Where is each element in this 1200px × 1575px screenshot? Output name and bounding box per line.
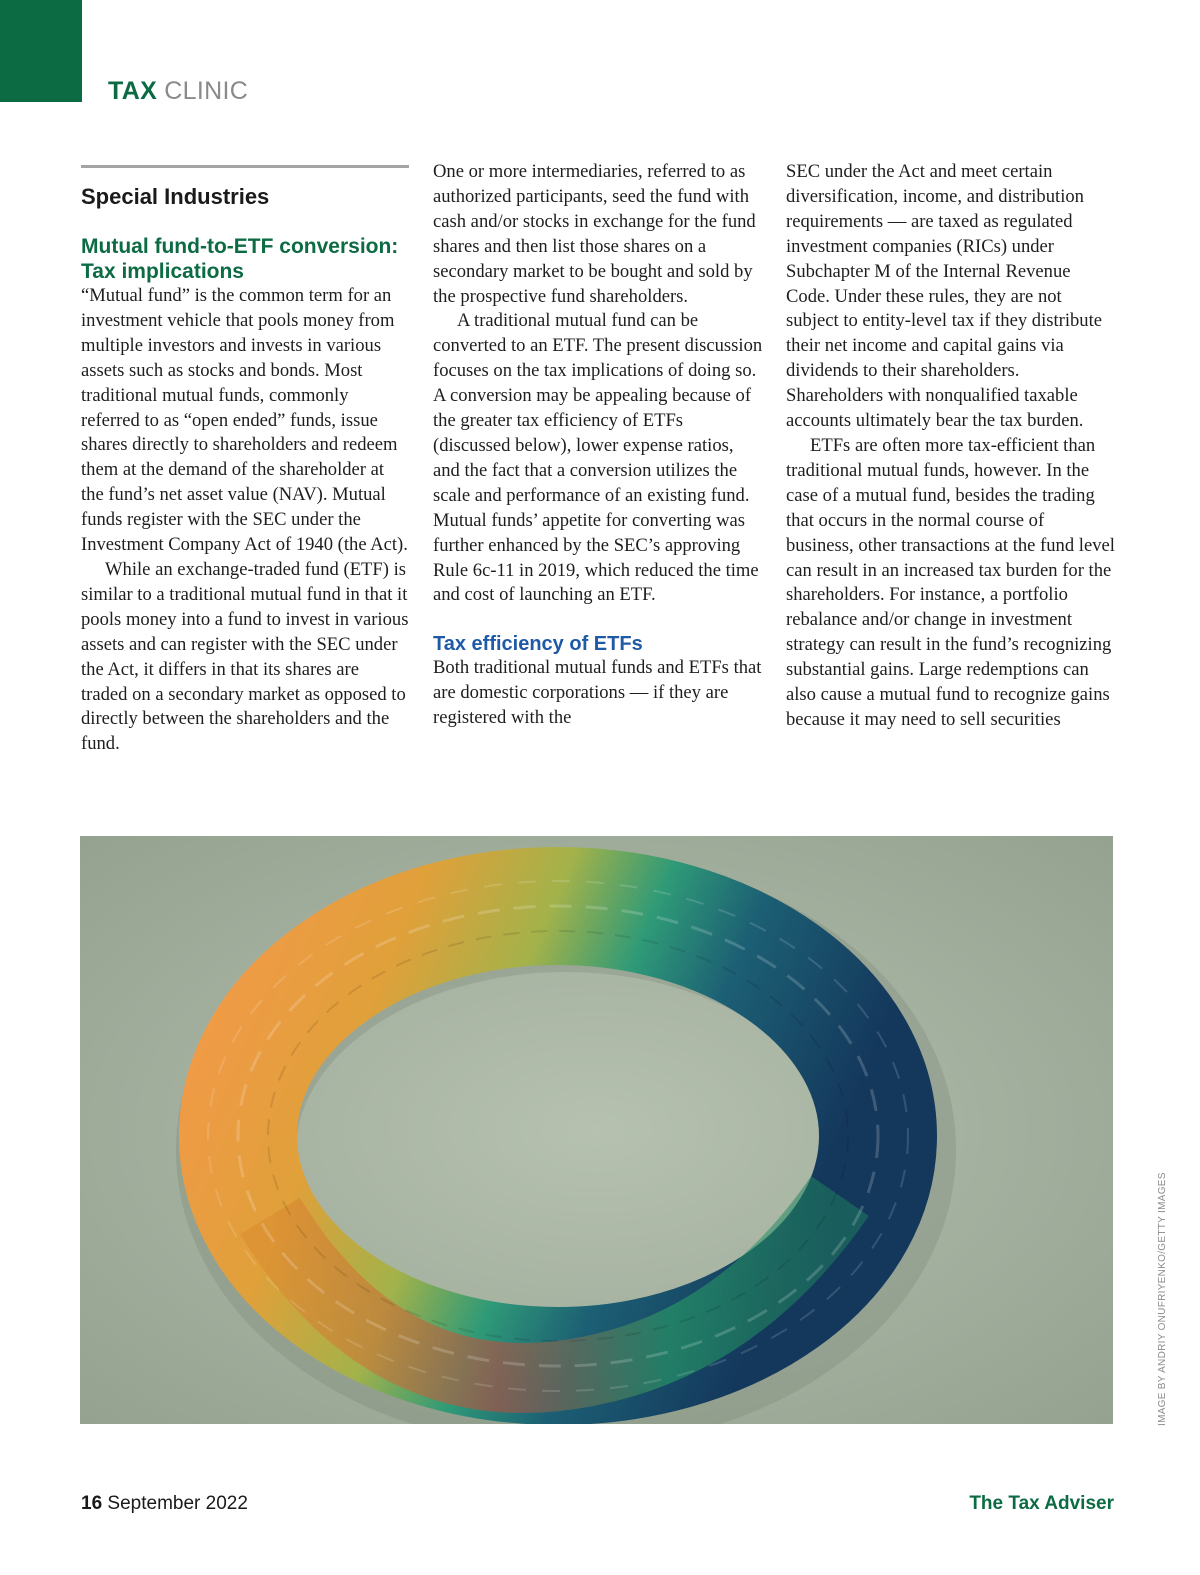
body-paragraph: ETFs are often more tax-efficient than traditional mutual funds, however. In the case of a mutual fund, besides the trading that occurs in the normal course of business, other transactions at the fund level can result in an increased tax burden for the shareholders. For instance, a portfolio rebalance and/or change in investment strategy can result in the fund’s recognizing substantial gains. Large redemptions can also cause a mutual fund to recognize gains because it may need to sell securities — [786, 434, 1115, 730]
body-paragraph: While an exchange-traded fund (ETF) is similar to a traditional mutual fund in that it pools money into a fund to invest in various assets and can register with the SEC under the Act, it differs in that its shares are traded on a secondary market as opposed to directly between the shareholders and the fund. — [81, 558, 409, 755]
column-2 — [433, 160, 763, 731]
body-paragraph: One or more intermediaries, referred to as authorized participants, seed the fund with cash and/or stocks in exchange for the fund shares and then list those shares on a secondary market to be bought and sold by the prospective fund shareholders. — [433, 161, 756, 307]
column-1 — [81, 160, 409, 757]
body-paragraph: Both traditional mutual funds and ETFs that are domestic corporations — if they are registered with the — [433, 657, 762, 729]
tax-efficiency-subheading: Tax efficiency of ETFs — [433, 633, 643, 656]
section-color-tab — [0, 0, 82, 102]
issue-date: September 2022 — [107, 1493, 248, 1514]
body-paragraph: A traditional mutual fund can be converted to an ETF. The present discussion focuses on the tax implications of doing so. A conversion may be appealing because of the greater tax efficiency of ETFs (discussed below), lower expense ratios, and the fact that a conversion utilizes the scale and performance of an existing fund. Mutual funds’ appetite for converting was further enhanced by the SEC’s approving Rule 6c-11 in 2019, which reduced the time and cost of launching an ETF. — [433, 310, 763, 606]
section-label-strong: TAX — [108, 77, 158, 105]
section-label — [108, 77, 248, 106]
publication-name: The Tax Adviser — [969, 1493, 1114, 1514]
body-paragraph: SEC under the Act and meet certain diversification, income, and distribution requirements — are taxed as regulated investment companies (RICs) under Subchapter M of the Internal Revenue Code. Under these rules, they are not subject to entity-level tax if they distribute their net income and capital gains via dividends to their shareholders. Shareholders with nonqualified taxable accounts ultimately bear the tax burden. — [786, 161, 1103, 432]
article-subheading: Mutual fund-to-ETF conversion: Tax implications — [81, 235, 399, 283]
section-heading: Special Industries — [81, 184, 270, 209]
image-credit: IMAGE BY ANDRIY ONUFRIYENKO/GETTY IMAGES — [1157, 1172, 1168, 1426]
body-paragraph: “Mutual fund” is the common term for an investment vehicle that pools money from multiple investors and invests in various assets such as stocks and bonds. Most traditional mutual funds, commonly referred to as “open ended” funds, issue shares directly to shareholders and redeem them at the demand of the shareholder at the fund’s net asset value (NAV). Mutual funds register with the SEC under the Investment Company Act of 1940 (the Act). — [81, 285, 408, 556]
column-3 — [786, 160, 1116, 733]
section-label-light: CLINIC — [164, 77, 249, 105]
feature-photo — [80, 836, 1113, 1424]
footer-folio — [81, 1493, 248, 1515]
page-number: 16 — [81, 1493, 103, 1514]
column-rule — [81, 165, 409, 168]
